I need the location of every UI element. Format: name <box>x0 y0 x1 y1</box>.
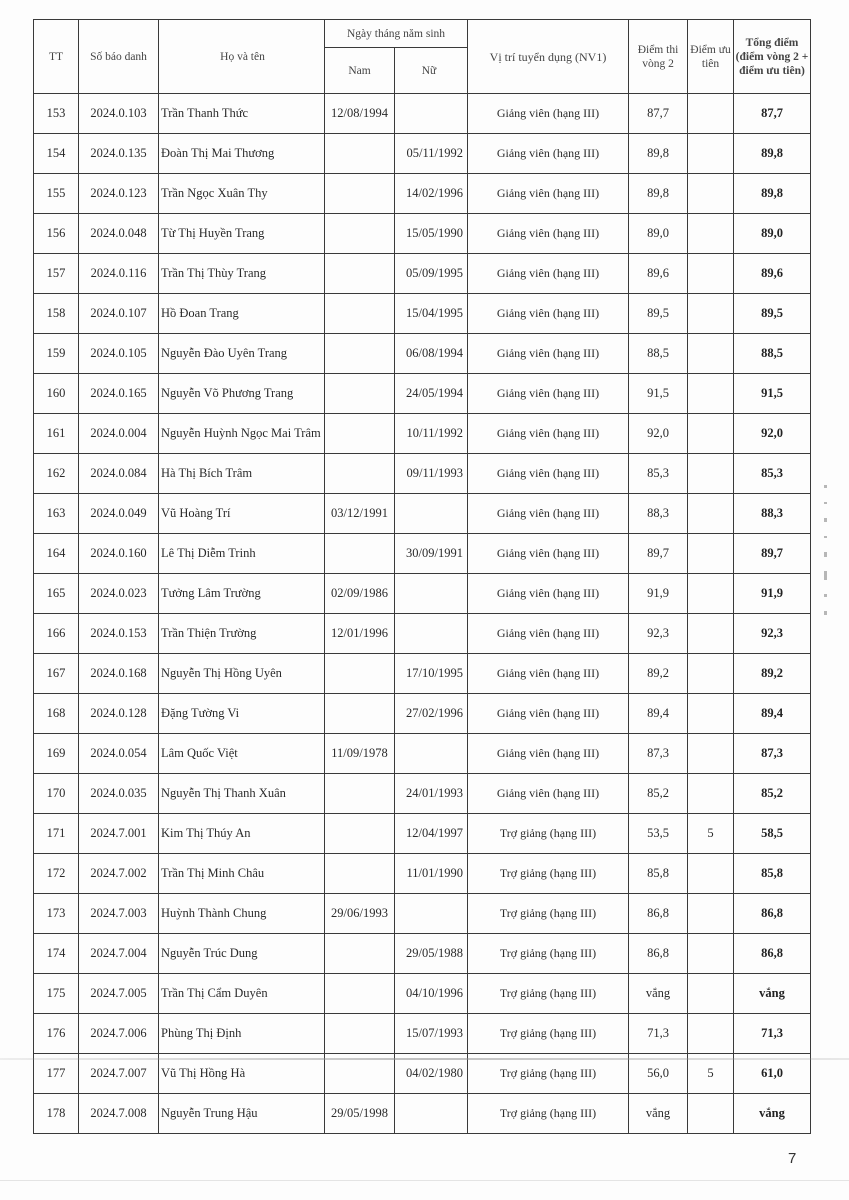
table-row <box>34 614 811 654</box>
cell-diem-thi-vong-2: 89,4 <box>629 694 688 734</box>
cell-ho-va-ten: Vũ Hoàng Trí <box>159 494 325 534</box>
table-row <box>34 774 811 814</box>
cell-diem-thi-vong-2: 89,5 <box>629 294 688 334</box>
header-tong-diem: Tổng điểm (điểm vòng 2 + điểm ưu tiên) <box>734 20 811 94</box>
cell-ho-va-ten: Nguyễn Trúc Dung <box>159 934 325 974</box>
cell-nu <box>395 494 468 534</box>
cell-vi-tri: Giảng viên (hạng III) <box>468 294 629 334</box>
cell-nu: 05/09/1995 <box>395 254 468 294</box>
cell-nu: 24/01/1993 <box>395 774 468 814</box>
cell-tt: 176 <box>34 1014 79 1054</box>
header-ho-va-ten: Họ và tên <box>159 20 325 94</box>
cell-so-bao-danh: 2024.7.005 <box>79 974 159 1014</box>
cell-diem-thi-vong-2: 88,5 <box>629 334 688 374</box>
cell-nu: 04/10/1996 <box>395 974 468 1014</box>
cell-vi-tri: Giảng viên (hạng III) <box>468 534 629 574</box>
cell-tt: 156 <box>34 214 79 254</box>
cell-nu <box>395 894 468 934</box>
scan-artifact-line <box>0 1058 849 1060</box>
cell-vi-tri: Giảng viên (hạng III) <box>468 214 629 254</box>
cell-tong-diem: 91,9 <box>734 574 811 614</box>
cell-nu: 04/02/1980 <box>395 1054 468 1094</box>
cell-so-bao-danh: 2024.0.023 <box>79 574 159 614</box>
cell-diem-thi-vong-2: 86,8 <box>629 934 688 974</box>
cell-so-bao-danh: 2024.0.048 <box>79 214 159 254</box>
cell-diem-uu-tien <box>688 254 734 294</box>
cell-vi-tri: Trợ giảng (hạng III) <box>468 1014 629 1054</box>
cell-nam <box>325 534 395 574</box>
cell-so-bao-danh: 2024.0.128 <box>79 694 159 734</box>
cell-so-bao-danh: 2024.7.004 <box>79 934 159 974</box>
cell-nu: 05/11/1992 <box>395 134 468 174</box>
cell-nu: 10/11/1992 <box>395 414 468 454</box>
cell-diem-uu-tien <box>688 694 734 734</box>
cell-ho-va-ten: Đặng Tường Vi <box>159 694 325 734</box>
cell-tong-diem: 88,3 <box>734 494 811 534</box>
cell-diem-thi-vong-2: 86,8 <box>629 894 688 934</box>
cell-so-bao-danh: 2024.7.001 <box>79 814 159 854</box>
cell-nu: 15/04/1995 <box>395 294 468 334</box>
cell-diem-thi-vong-2: 85,8 <box>629 854 688 894</box>
cell-tong-diem: 89,2 <box>734 654 811 694</box>
table-row <box>34 934 811 974</box>
cell-nam: 02/09/1986 <box>325 574 395 614</box>
cell-diem-thi-vong-2: 87,7 <box>629 94 688 134</box>
table-row <box>34 1094 811 1134</box>
table-row <box>34 494 811 534</box>
cell-nu: 15/07/1993 <box>395 1014 468 1054</box>
cell-tt: 153 <box>34 94 79 134</box>
cell-diem-uu-tien <box>688 534 734 574</box>
cell-tong-diem: 92,3 <box>734 614 811 654</box>
cell-vi-tri: Giảng viên (hạng III) <box>468 414 629 454</box>
cell-diem-thi-vong-2: 92,0 <box>629 414 688 454</box>
cell-nam: 03/12/1991 <box>325 494 395 534</box>
table-row <box>34 414 811 454</box>
cell-nu: 17/10/1995 <box>395 654 468 694</box>
cell-tt: 166 <box>34 614 79 654</box>
cell-vi-tri: Giảng viên (hạng III) <box>468 374 629 414</box>
cell-tt: 171 <box>34 814 79 854</box>
cell-so-bao-danh: 2024.7.002 <box>79 854 159 894</box>
cell-diem-uu-tien: 5 <box>688 814 734 854</box>
cell-diem-uu-tien <box>688 1014 734 1054</box>
cell-nu <box>395 574 468 614</box>
cell-diem-uu-tien <box>688 654 734 694</box>
cell-vi-tri: Giảng viên (hạng III) <box>468 694 629 734</box>
cell-nam: 11/09/1978 <box>325 734 395 774</box>
cell-tong-diem: 88,5 <box>734 334 811 374</box>
cell-ho-va-ten: Trần Thị Thùy Trang <box>159 254 325 294</box>
cell-diem-uu-tien <box>688 934 734 974</box>
cell-tong-diem: 91,5 <box>734 374 811 414</box>
table-row <box>34 894 811 934</box>
cell-tt: 173 <box>34 894 79 934</box>
cell-diem-thi-vong-2: 89,8 <box>629 174 688 214</box>
cell-diem-thi-vong-2: vắng <box>629 1094 688 1134</box>
header-diem-thi-vong-2: Điểm thi vòng 2 <box>629 20 688 94</box>
cell-so-bao-danh: 2024.7.007 <box>79 1054 159 1094</box>
cell-ho-va-ten: Nguyễn Huỳnh Ngọc Mai Trâm <box>159 414 325 454</box>
cell-vi-tri: Giảng viên (hạng III) <box>468 334 629 374</box>
table-row <box>34 974 811 1014</box>
cell-nu: 29/05/1988 <box>395 934 468 974</box>
cell-ho-va-ten: Nguyễn Thị Thanh Xuân <box>159 774 325 814</box>
cell-nam <box>325 774 395 814</box>
cell-so-bao-danh: 2024.0.084 <box>79 454 159 494</box>
cell-diem-uu-tien <box>688 334 734 374</box>
cell-nu: 14/02/1996 <box>395 174 468 214</box>
table-row <box>34 94 811 134</box>
cell-diem-uu-tien <box>688 134 734 174</box>
cell-so-bao-danh: 2024.7.006 <box>79 1014 159 1054</box>
cell-diem-thi-vong-2: 89,0 <box>629 214 688 254</box>
cell-diem-thi-vong-2: 91,9 <box>629 574 688 614</box>
table-row <box>34 214 811 254</box>
cell-ho-va-ten: Hà Thị Bích Trâm <box>159 454 325 494</box>
cell-diem-uu-tien <box>688 374 734 414</box>
cell-nam <box>325 1014 395 1054</box>
cell-tt: 172 <box>34 854 79 894</box>
cell-ho-va-ten: Phùng Thị Định <box>159 1014 325 1054</box>
cell-vi-tri: Giảng viên (hạng III) <box>468 654 629 694</box>
cell-diem-thi-vong-2: 71,3 <box>629 1014 688 1054</box>
table-row <box>34 694 811 734</box>
cell-diem-thi-vong-2: 89,7 <box>629 534 688 574</box>
table-row <box>34 574 811 614</box>
cell-tong-diem: 86,8 <box>734 934 811 974</box>
cell-nu: 15/05/1990 <box>395 214 468 254</box>
header-tt: TT <box>34 20 79 94</box>
cell-diem-uu-tien <box>688 94 734 134</box>
cell-diem-thi-vong-2: 92,3 <box>629 614 688 654</box>
header-nam: Nam <box>325 48 395 94</box>
cell-diem-uu-tien <box>688 574 734 614</box>
cell-nam <box>325 374 395 414</box>
cell-diem-thi-vong-2: 88,3 <box>629 494 688 534</box>
cell-so-bao-danh: 2024.0.054 <box>79 734 159 774</box>
cell-diem-uu-tien <box>688 774 734 814</box>
cell-ho-va-ten: Hồ Đoan Trang <box>159 294 325 334</box>
cell-ho-va-ten: Nguyễn Trung Hậu <box>159 1094 325 1134</box>
cell-nam <box>325 414 395 454</box>
cell-nam <box>325 214 395 254</box>
cell-so-bao-danh: 2024.0.168 <box>79 654 159 694</box>
cell-tong-diem: vắng <box>734 974 811 1014</box>
cell-vi-tri: Giảng viên (hạng III) <box>468 94 629 134</box>
cell-tt: 163 <box>34 494 79 534</box>
cell-ho-va-ten: Trần Thanh Thức <box>159 94 325 134</box>
cell-nu: 24/05/1994 <box>395 374 468 414</box>
cell-tong-diem: 71,3 <box>734 1014 811 1054</box>
cell-ho-va-ten: Nguyễn Đào Uyên Trang <box>159 334 325 374</box>
cell-ho-va-ten: Tưởng Lâm Trường <box>159 574 325 614</box>
cell-tt: 174 <box>34 934 79 974</box>
table-row <box>34 814 811 854</box>
cell-tt: 168 <box>34 694 79 734</box>
cell-vi-tri: Giảng viên (hạng III) <box>468 614 629 654</box>
header-ngay-sinh: Ngày tháng năm sinh <box>325 20 468 48</box>
header-so-bao-danh: Số báo danh <box>79 20 159 94</box>
cell-diem-uu-tien <box>688 1094 734 1134</box>
cell-tong-diem: 89,8 <box>734 174 811 214</box>
table-row <box>34 254 811 294</box>
cell-so-bao-danh: 2024.0.123 <box>79 174 159 214</box>
cell-vi-tri: Giảng viên (hạng III) <box>468 774 629 814</box>
cell-tong-diem: 89,4 <box>734 694 811 734</box>
cell-so-bao-danh: 2024.0.107 <box>79 294 159 334</box>
cell-vi-tri: Trợ giảng (hạng III) <box>468 814 629 854</box>
cell-nam <box>325 174 395 214</box>
cell-tt: 175 <box>34 974 79 1014</box>
cell-ho-va-ten: Trần Ngọc Xuân Thy <box>159 174 325 214</box>
cell-ho-va-ten: Huỳnh Thành Chung <box>159 894 325 934</box>
cell-tong-diem: 86,8 <box>734 894 811 934</box>
cell-diem-thi-vong-2: 53,5 <box>629 814 688 854</box>
table-body <box>34 94 811 1134</box>
cell-nam <box>325 854 395 894</box>
cell-tt: 177 <box>34 1054 79 1094</box>
header-vi-tri: Vị trí tuyển dụng (NV1) <box>468 20 629 94</box>
cell-nam <box>325 654 395 694</box>
cell-nu: 12/04/1997 <box>395 814 468 854</box>
table-row <box>34 334 811 374</box>
cell-nam <box>325 454 395 494</box>
cell-nam <box>325 934 395 974</box>
cell-tong-diem: 89,8 <box>734 134 811 174</box>
page-bottom-edge <box>0 1180 849 1181</box>
cell-diem-uu-tien <box>688 494 734 534</box>
cell-diem-uu-tien <box>688 174 734 214</box>
cell-nu: 09/11/1993 <box>395 454 468 494</box>
cell-diem-uu-tien <box>688 614 734 654</box>
cell-so-bao-danh: 2024.0.004 <box>79 414 159 454</box>
header-diem-uu-tien: Điểm ưu tiên <box>688 20 734 94</box>
cell-diem-thi-vong-2: 89,6 <box>629 254 688 294</box>
cell-ho-va-ten: Lê Thị Diễm Trinh <box>159 534 325 574</box>
cell-nu <box>395 614 468 654</box>
cell-tt: 167 <box>34 654 79 694</box>
cell-nam <box>325 814 395 854</box>
cell-ho-va-ten: Kim Thị Thúy An <box>159 814 325 854</box>
cell-diem-uu-tien: 5 <box>688 1054 734 1094</box>
cell-vi-tri: Giảng viên (hạng III) <box>468 734 629 774</box>
cell-diem-uu-tien <box>688 454 734 494</box>
cell-nam <box>325 974 395 1014</box>
table-row <box>34 454 811 494</box>
table-header <box>34 20 811 94</box>
cell-ho-va-ten: Trần Thị Minh Châu <box>159 854 325 894</box>
cell-nam: 12/01/1996 <box>325 614 395 654</box>
cell-nam <box>325 694 395 734</box>
cell-vi-tri: Giảng viên (hạng III) <box>468 454 629 494</box>
cell-tong-diem: 85,3 <box>734 454 811 494</box>
table-row <box>34 294 811 334</box>
cell-diem-uu-tien <box>688 294 734 334</box>
cell-nu: 11/01/1990 <box>395 854 468 894</box>
cell-diem-uu-tien <box>688 894 734 934</box>
cell-nu: 06/08/1994 <box>395 334 468 374</box>
cell-ho-va-ten: Trần Thị Cẩm Duyên <box>159 974 325 1014</box>
cell-vi-tri: Giảng viên (hạng III) <box>468 494 629 534</box>
cell-so-bao-danh: 2024.0.116 <box>79 254 159 294</box>
cell-tt: 160 <box>34 374 79 414</box>
cell-nam <box>325 254 395 294</box>
cell-diem-thi-vong-2: 89,2 <box>629 654 688 694</box>
cell-tong-diem: 89,0 <box>734 214 811 254</box>
cell-tong-diem: 85,8 <box>734 854 811 894</box>
cell-nam <box>325 294 395 334</box>
cell-vi-tri: Trợ giảng (hạng III) <box>468 1054 629 1094</box>
cell-so-bao-danh: 2024.7.008 <box>79 1094 159 1134</box>
cell-ho-va-ten: Trần Thiện Trường <box>159 614 325 654</box>
cell-vi-tri: Giảng viên (hạng III) <box>468 174 629 214</box>
cell-tt: 170 <box>34 774 79 814</box>
cell-ho-va-ten: Vũ Thị Hồng Hà <box>159 1054 325 1094</box>
table-row <box>34 174 811 214</box>
cell-vi-tri: Trợ giảng (hạng III) <box>468 1094 629 1134</box>
cell-diem-uu-tien <box>688 974 734 1014</box>
cell-vi-tri: Trợ giảng (hạng III) <box>468 894 629 934</box>
table-row <box>34 1014 811 1054</box>
cell-nu <box>395 1094 468 1134</box>
cell-vi-tri: Giảng viên (hạng III) <box>468 574 629 614</box>
cell-nam: 12/08/1994 <box>325 94 395 134</box>
table-row <box>34 654 811 694</box>
cell-diem-uu-tien <box>688 214 734 254</box>
cell-nam: 29/05/1998 <box>325 1094 395 1134</box>
cell-nam: 29/06/1993 <box>325 894 395 934</box>
cell-ho-va-ten: Đoàn Thị Mai Thương <box>159 134 325 174</box>
cell-diem-thi-vong-2: 89,8 <box>629 134 688 174</box>
table-row <box>34 374 811 414</box>
cell-tt: 154 <box>34 134 79 174</box>
table-row <box>34 534 811 574</box>
table-row <box>34 734 811 774</box>
cell-tong-diem: 61,0 <box>734 1054 811 1094</box>
results-table <box>33 19 811 1134</box>
cell-tong-diem: 92,0 <box>734 414 811 454</box>
header-nu: Nữ <box>395 48 468 94</box>
cell-diem-thi-vong-2: 85,3 <box>629 454 688 494</box>
cell-so-bao-danh: 2024.0.165 <box>79 374 159 414</box>
cell-tt: 161 <box>34 414 79 454</box>
cell-tt: 162 <box>34 454 79 494</box>
cell-vi-tri: Giảng viên (hạng III) <box>468 134 629 174</box>
cell-tong-diem: 85,2 <box>734 774 811 814</box>
cell-vi-tri: Trợ giảng (hạng III) <box>468 854 629 894</box>
cell-nam <box>325 134 395 174</box>
cell-nam <box>325 334 395 374</box>
cell-nu: 27/02/1996 <box>395 694 468 734</box>
cell-nu <box>395 734 468 774</box>
cell-tt: 165 <box>34 574 79 614</box>
cell-so-bao-danh: 2024.0.153 <box>79 614 159 654</box>
cell-so-bao-danh: 2024.0.035 <box>79 774 159 814</box>
cell-tt: 169 <box>34 734 79 774</box>
cell-vi-tri: Trợ giảng (hạng III) <box>468 934 629 974</box>
cell-tt: 158 <box>34 294 79 334</box>
cell-diem-thi-vong-2: vắng <box>629 974 688 1014</box>
cell-ho-va-ten: Nguyễn Thị Hồng Uyên <box>159 654 325 694</box>
cell-ho-va-ten: Nguyễn Võ Phương Trang <box>159 374 325 414</box>
cell-so-bao-danh: 2024.0.160 <box>79 534 159 574</box>
cell-vi-tri: Giảng viên (hạng III) <box>468 254 629 294</box>
cell-diem-thi-vong-2: 56,0 <box>629 1054 688 1094</box>
cell-tong-diem: 89,7 <box>734 534 811 574</box>
cell-diem-thi-vong-2: 85,2 <box>629 774 688 814</box>
cell-so-bao-danh: 2024.0.105 <box>79 334 159 374</box>
cell-so-bao-danh: 2024.0.049 <box>79 494 159 534</box>
table-row <box>34 854 811 894</box>
cell-tt: 155 <box>34 174 79 214</box>
cell-diem-uu-tien <box>688 734 734 774</box>
cell-diem-thi-vong-2: 91,5 <box>629 374 688 414</box>
page-number: 7 <box>788 1150 797 1167</box>
cell-diem-uu-tien <box>688 414 734 454</box>
margin-marks <box>820 485 830 625</box>
cell-tt: 164 <box>34 534 79 574</box>
cell-tong-diem: 89,5 <box>734 294 811 334</box>
cell-ho-va-ten: Lâm Quốc Việt <box>159 734 325 774</box>
cell-tong-diem: 87,7 <box>734 94 811 134</box>
cell-so-bao-danh: 2024.0.135 <box>79 134 159 174</box>
cell-tong-diem: 87,3 <box>734 734 811 774</box>
cell-tt: 178 <box>34 1094 79 1134</box>
cell-diem-uu-tien <box>688 854 734 894</box>
table-row <box>34 134 811 174</box>
cell-tong-diem: 89,6 <box>734 254 811 294</box>
cell-diem-thi-vong-2: 87,3 <box>629 734 688 774</box>
cell-nu <box>395 94 468 134</box>
cell-tong-diem: vắng <box>734 1094 811 1134</box>
cell-vi-tri: Trợ giảng (hạng III) <box>468 974 629 1014</box>
cell-so-bao-danh: 2024.0.103 <box>79 94 159 134</box>
cell-tt: 157 <box>34 254 79 294</box>
cell-nu: 30/09/1991 <box>395 534 468 574</box>
cell-tong-diem: 58,5 <box>734 814 811 854</box>
cell-so-bao-danh: 2024.7.003 <box>79 894 159 934</box>
cell-ho-va-ten: Từ Thị Huyền Trang <box>159 214 325 254</box>
cell-tt: 159 <box>34 334 79 374</box>
